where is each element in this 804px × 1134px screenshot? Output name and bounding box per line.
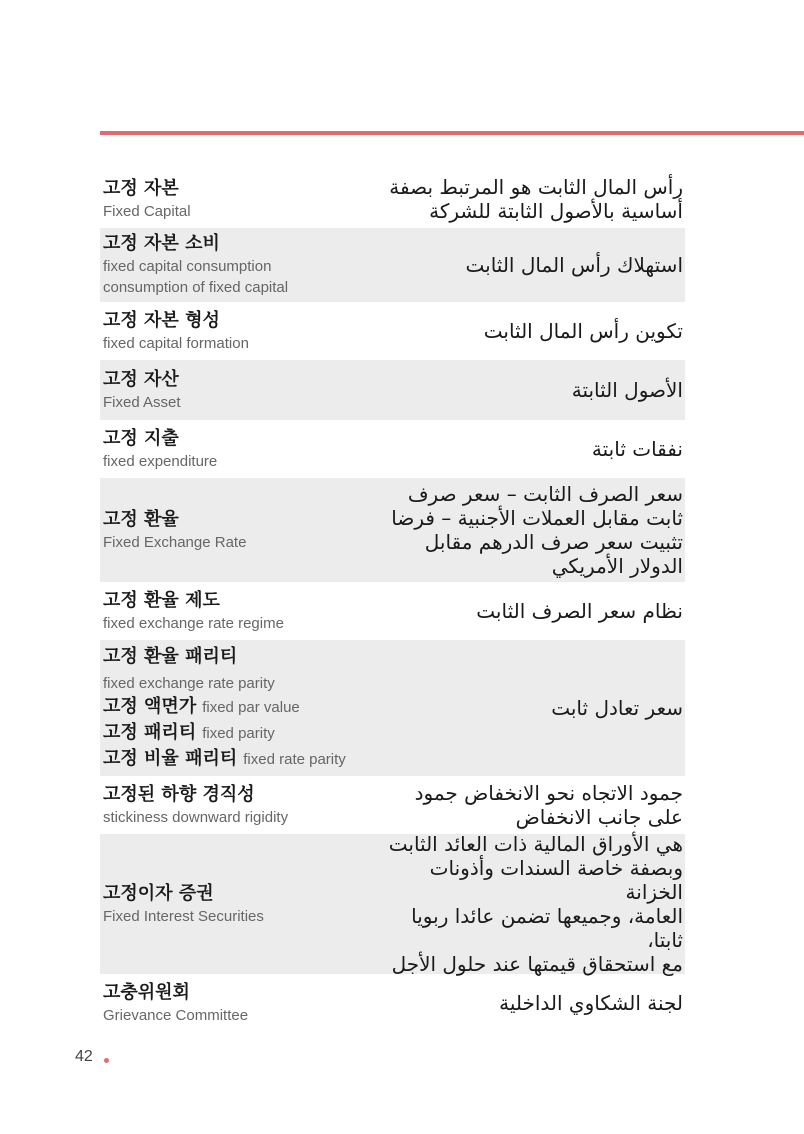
glossary-row bbox=[100, 302, 685, 360]
arabic-definition bbox=[363, 696, 683, 720]
sub-term-line bbox=[103, 694, 363, 720]
arabic-definition bbox=[363, 437, 683, 461]
top-accent-rule bbox=[100, 131, 804, 135]
term-korean-block bbox=[103, 645, 363, 772]
sub-term-english: fixed par value bbox=[202, 698, 300, 716]
arabic-line: وبصفة خاصة السندات وأذونات الخزانة bbox=[429, 856, 683, 904]
english-term: fixed capital consumption bbox=[103, 258, 272, 275]
english-term: Fixed Asset bbox=[103, 393, 181, 411]
sub-term-korean: 고정 비율 패리티 bbox=[103, 747, 238, 769]
term-korean-block bbox=[103, 232, 363, 298]
arabic-definition bbox=[363, 319, 683, 343]
glossary-row bbox=[100, 420, 685, 478]
arabic-definition bbox=[363, 599, 683, 623]
arabic-line: نفقات ثابتة bbox=[591, 437, 683, 461]
glossary-row bbox=[100, 170, 685, 228]
term-korean-block bbox=[103, 508, 363, 553]
arabic-definition bbox=[363, 253, 683, 277]
glossary-row bbox=[100, 776, 685, 834]
glossary-table bbox=[100, 170, 685, 1032]
korean-term: 고정 자산 bbox=[103, 368, 179, 390]
glossary-row bbox=[100, 360, 685, 420]
english-term: stickiness downward rigidity bbox=[103, 808, 289, 826]
sub-term-english: fixed rate parity bbox=[243, 750, 346, 768]
glossary-row bbox=[100, 228, 685, 302]
arabic-line: على جانب الانخفاض bbox=[515, 805, 683, 829]
korean-term: 고정 지출 bbox=[103, 427, 179, 449]
korean-term: 고정 환율 제도 bbox=[103, 589, 220, 611]
arabic-definition bbox=[363, 991, 683, 1015]
arabic-line: سعر الصرف الثابت – سعر صرف bbox=[407, 482, 683, 506]
glossary-row bbox=[100, 834, 685, 974]
korean-term: 고정된 하향 경직성 bbox=[103, 783, 255, 805]
term-korean-block bbox=[103, 981, 363, 1026]
sub-term-english: fixed parity bbox=[202, 724, 275, 742]
term-korean-block bbox=[103, 368, 363, 413]
glossary-row bbox=[100, 640, 685, 776]
glossary-row bbox=[100, 582, 685, 640]
english-term: fixed exchange rate parity bbox=[103, 674, 275, 692]
arabic-line: أساسية بالأصول الثابتة للشركة bbox=[429, 199, 683, 223]
english-term: consumption of fixed capital bbox=[103, 279, 289, 296]
glossary-row bbox=[100, 478, 685, 582]
arabic-line: استهلاك رأس المال الثابت bbox=[465, 253, 683, 277]
term-korean-block bbox=[103, 309, 363, 354]
arabic-definition bbox=[363, 378, 683, 402]
arabic-definition bbox=[363, 832, 683, 976]
term-korean-block bbox=[103, 427, 363, 472]
sub-term-korean: 고정 액면가 bbox=[103, 695, 197, 717]
korean-term: 고충위원회 bbox=[103, 981, 190, 1003]
sub-term-line bbox=[103, 720, 363, 746]
arabic-line: الأصول الثابتة bbox=[571, 378, 683, 402]
arabic-line: ثابت مقابل العملات الأجنبية – فرضا bbox=[391, 506, 683, 530]
arabic-definition bbox=[363, 175, 683, 223]
korean-term: 고정 자본 bbox=[103, 177, 179, 199]
arabic-line: لجنة الشكاوي الداخلية bbox=[499, 991, 683, 1015]
english-term: Grievance Committee bbox=[103, 1006, 249, 1024]
arabic-line: سعر تعادل ثابت bbox=[551, 696, 683, 720]
english-term: fixed exchange rate regime bbox=[103, 614, 284, 632]
arabic-line: تثبيت سعر صرف الدرهم مقابل bbox=[424, 530, 683, 554]
term-korean-block bbox=[103, 177, 363, 222]
korean-term: 고정이자 증권 bbox=[103, 882, 214, 904]
korean-term: 고정 자본 형성 bbox=[103, 309, 220, 331]
korean-term: 고정 자본 소비 bbox=[103, 233, 220, 254]
arabic-line: نظام سعر الصرف الثابت bbox=[476, 599, 683, 623]
arabic-line: جمود الاتجاه نحو الانخفاض جمود bbox=[414, 781, 683, 805]
term-korean-block bbox=[103, 882, 363, 927]
arabic-line: تكوين رأس المال الثابت bbox=[483, 319, 683, 343]
arabic-line: مع استحقاق قيمتها عند حلول الأجل bbox=[391, 952, 683, 976]
term-korean-block bbox=[103, 783, 363, 828]
page-number: 42 bbox=[75, 1048, 93, 1065]
korean-term: 고정 환율 bbox=[103, 508, 179, 530]
page-dot-marker bbox=[104, 1058, 109, 1063]
arabic-line: الدولار الأمريكي bbox=[551, 554, 683, 578]
arabic-line: هي الأوراق المالية ذات العائد الثابت bbox=[388, 832, 683, 856]
english-term: fixed expenditure bbox=[103, 452, 218, 470]
arabic-definition bbox=[363, 781, 683, 829]
sub-term-line bbox=[103, 746, 363, 772]
term-korean-block bbox=[103, 589, 363, 634]
korean-term: 고정 환율 패리티 bbox=[103, 645, 238, 667]
sub-term-korean: 고정 패리티 bbox=[103, 721, 197, 743]
english-term: Fixed Exchange Rate bbox=[103, 533, 247, 551]
arabic-line: رأس المال الثابت هو المرتبط بصفة bbox=[389, 175, 683, 199]
english-term: Fixed Interest Securities bbox=[103, 907, 264, 925]
glossary-row bbox=[100, 974, 685, 1032]
english-term: Fixed Capital bbox=[103, 202, 191, 220]
arabic-definition bbox=[363, 482, 683, 578]
arabic-line: العامة، وجميعها تضمن عائدا ربويا ثابتا، bbox=[411, 904, 683, 952]
english-term: fixed capital formation bbox=[103, 334, 249, 352]
